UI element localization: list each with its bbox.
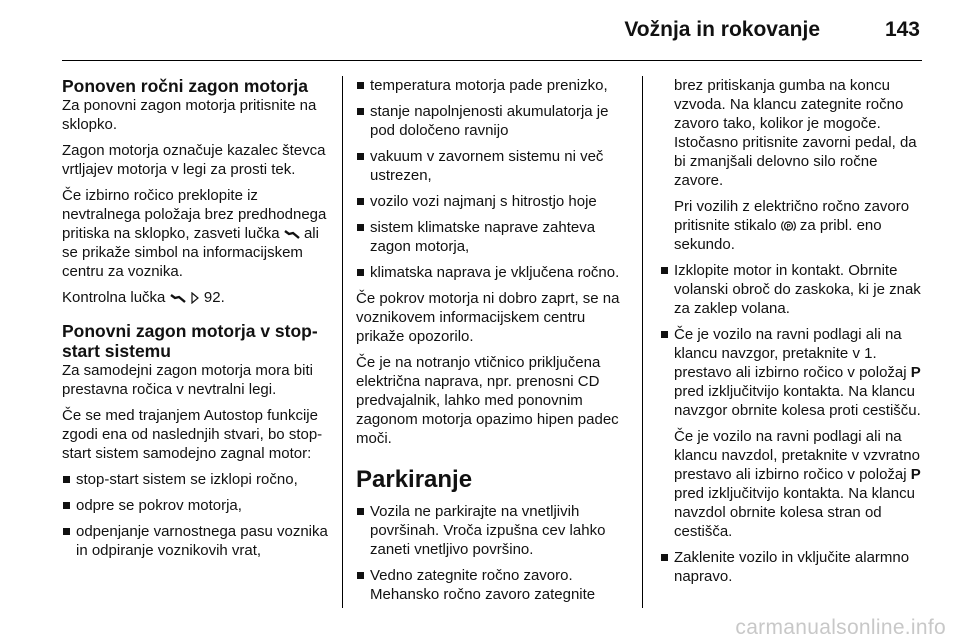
bullet-icon	[357, 572, 364, 579]
bullet-icon	[661, 554, 668, 561]
list-item	[660, 261, 926, 318]
gear-position-p: P	[910, 466, 921, 483]
bullet-icon	[357, 82, 364, 89]
paragraph	[62, 288, 328, 307]
list-item	[356, 76, 632, 95]
list-item	[62, 496, 328, 515]
header-rule	[62, 60, 922, 61]
list-item-text: pred izključitvijo kontakta. Na klancu navzgor obrnite kolesa proti cestišču.	[674, 383, 921, 419]
column-divider-2	[642, 76, 643, 608]
paragraph-text: Če izbirno ročico preklopite iz nevtralnega položaja brez predhodnega pritiska na sklopko, zasveti lučka	[62, 187, 327, 242]
list-item-text: stop-start sistem se izklopi ročno,	[76, 471, 298, 488]
bullet-icon	[357, 508, 364, 515]
paragraph-text: za pribl. eno sekundo.	[674, 217, 882, 253]
list-item-text: sistem klimatske naprave zahteva zagon motorja,	[370, 219, 596, 255]
bullet-icon	[63, 502, 70, 509]
paragraph	[660, 197, 926, 254]
list-item	[356, 566, 632, 604]
column-1	[62, 76, 328, 567]
bullet-icon	[357, 198, 364, 205]
list-item	[356, 263, 632, 282]
parking-brake-switch-icon	[781, 219, 796, 233]
bullet-icon	[357, 108, 364, 115]
list-item-text: vozilo vozi najmanj s hitrostjo hoje	[370, 193, 597, 210]
bullet-icon	[357, 224, 364, 231]
bullet-list	[356, 502, 632, 604]
page-reference: 92.	[203, 289, 225, 306]
list-item-text: odpenjanje varnostnega pasu voznika in odpiranje voznikovih vrat,	[76, 523, 328, 559]
list-item-text: odpre se pokrov motorja,	[76, 497, 242, 514]
list-item-text: Vedno zategnite ročno zavoro. Mehansko ročno zavoro zategnite	[370, 567, 596, 603]
autostop-lamp-icon	[284, 229, 300, 240]
paragraph-text: Če je vozilo na ravni podlagi ali na klancu navzdol, pretaknite v vzvratno prestavo ali izbirno ročico v položaj	[674, 428, 920, 483]
list-item	[356, 218, 632, 256]
watermark: carmanualsonline.info	[735, 616, 946, 639]
list-item	[62, 522, 328, 560]
paragraph: Če pokrov motorja ni dobro zaprt, se na voznikovem informacijskem centru prikaže opozorilo.	[356, 290, 620, 345]
list-item	[356, 102, 632, 140]
autostop-lamp-icon	[170, 293, 186, 304]
list-item-text: stanje napolnjenosti akumulatorja je pod določeno ravnijo	[370, 103, 609, 139]
bullet-list	[356, 76, 632, 282]
column-2	[356, 76, 632, 611]
list-item-text: Če je vozilo na ravni podlagi ali na klancu navzgor, pretaknite v 1. prestavo ali izbirno ročico v položaj	[674, 326, 907, 381]
bullet-icon	[661, 267, 668, 274]
column-divider-1	[342, 76, 343, 608]
page-number: 143	[884, 18, 920, 41]
bullet-list	[660, 548, 926, 586]
bullet-icon	[63, 528, 70, 535]
bullet-list	[62, 470, 328, 560]
bullet-icon	[357, 269, 364, 276]
paragraph-text: ali se prikaže simbol na informacijskem centru za voznika.	[62, 225, 319, 280]
heading-stop-start-restart: Ponovni zagon motorja v stop-start sistemu	[62, 321, 318, 361]
list-item	[660, 548, 926, 586]
paragraph-text: Kontrolna lučka	[62, 289, 166, 306]
list-item	[356, 502, 632, 559]
paragraph-text: pred izključitvijo kontakta. Na klancu navzdol obrnite kolesa stran od cestišča.	[674, 485, 915, 540]
list-item-text: Izklopite motor in kontakt. Obrnite volanski obroč do zaskoka, ki je znak za zaklep volana.	[674, 262, 921, 317]
bullet-icon	[661, 331, 668, 338]
paragraph	[660, 427, 926, 541]
list-item-text: Zaklenite vozilo in vključite alarmno napravo.	[674, 549, 910, 585]
list-item-text: Vozila ne parkirajte na vnetljivih površinah. Vroča izpušna cev lahko zaneti vnetljivo površino.	[370, 503, 606, 558]
paragraph	[62, 186, 328, 281]
list-item	[356, 147, 632, 185]
list-item-text: vakuum v zavornem sistemu ni več ustrezen,	[370, 148, 604, 184]
list-item-text: klimatska naprava je vključena ročno.	[370, 264, 620, 281]
bullet-icon	[357, 153, 364, 160]
paragraph: Za ponovni zagon motorja pritisnite na sklopko.	[62, 97, 317, 133]
heading-parking: Parkiranje	[356, 466, 473, 493]
svg-text:P: P	[786, 224, 791, 231]
page-title: Vožnja in rokovanje	[624, 18, 820, 41]
page-header	[0, 0, 960, 60]
heading-manual-restart: Ponoven ročni zagon motorja	[62, 76, 308, 96]
paragraph: brez pritiskanja gumba na koncu vzvoda. Na klancu zategnite ročno zavoro tako, kolikor je mogoče. Istočasno pritisnite zavorni pedal, da bi zmanjšali delovno silo ročne zavore.	[674, 77, 917, 189]
list-item	[356, 192, 632, 211]
paragraph-text: Pri vozilih z električno ročno zavoro pritisnite stikalo	[674, 198, 910, 234]
paragraph: Če se med trajanjem Autostop funkcije zgodi ena od naslednjih stvari, bo stop-start sistem samodejno zagnal motor:	[62, 407, 323, 462]
list-item	[660, 325, 926, 420]
list-item	[62, 470, 328, 489]
column-3	[660, 76, 926, 593]
paragraph: Za samodejni zagon motorja mora biti prestavna ročica v nevtralni legi.	[62, 362, 313, 398]
paragraph: Zagon motorja označuje kazalec števca vrtljajev motorja v legi za prosti tek.	[62, 142, 326, 178]
gear-position-p: P	[910, 364, 921, 381]
page-reference-icon	[190, 292, 200, 304]
list-item-text: temperatura motorja pade prenizko,	[370, 77, 608, 94]
bullet-list	[660, 261, 926, 420]
paragraph: Če je na notranjo vtičnico priključena električna naprava, npr. prenosni CD predvajalnik, lahko med ponovnim zagonom motorja opazimo hipen padec moči.	[356, 354, 619, 447]
bullet-icon	[63, 476, 70, 483]
